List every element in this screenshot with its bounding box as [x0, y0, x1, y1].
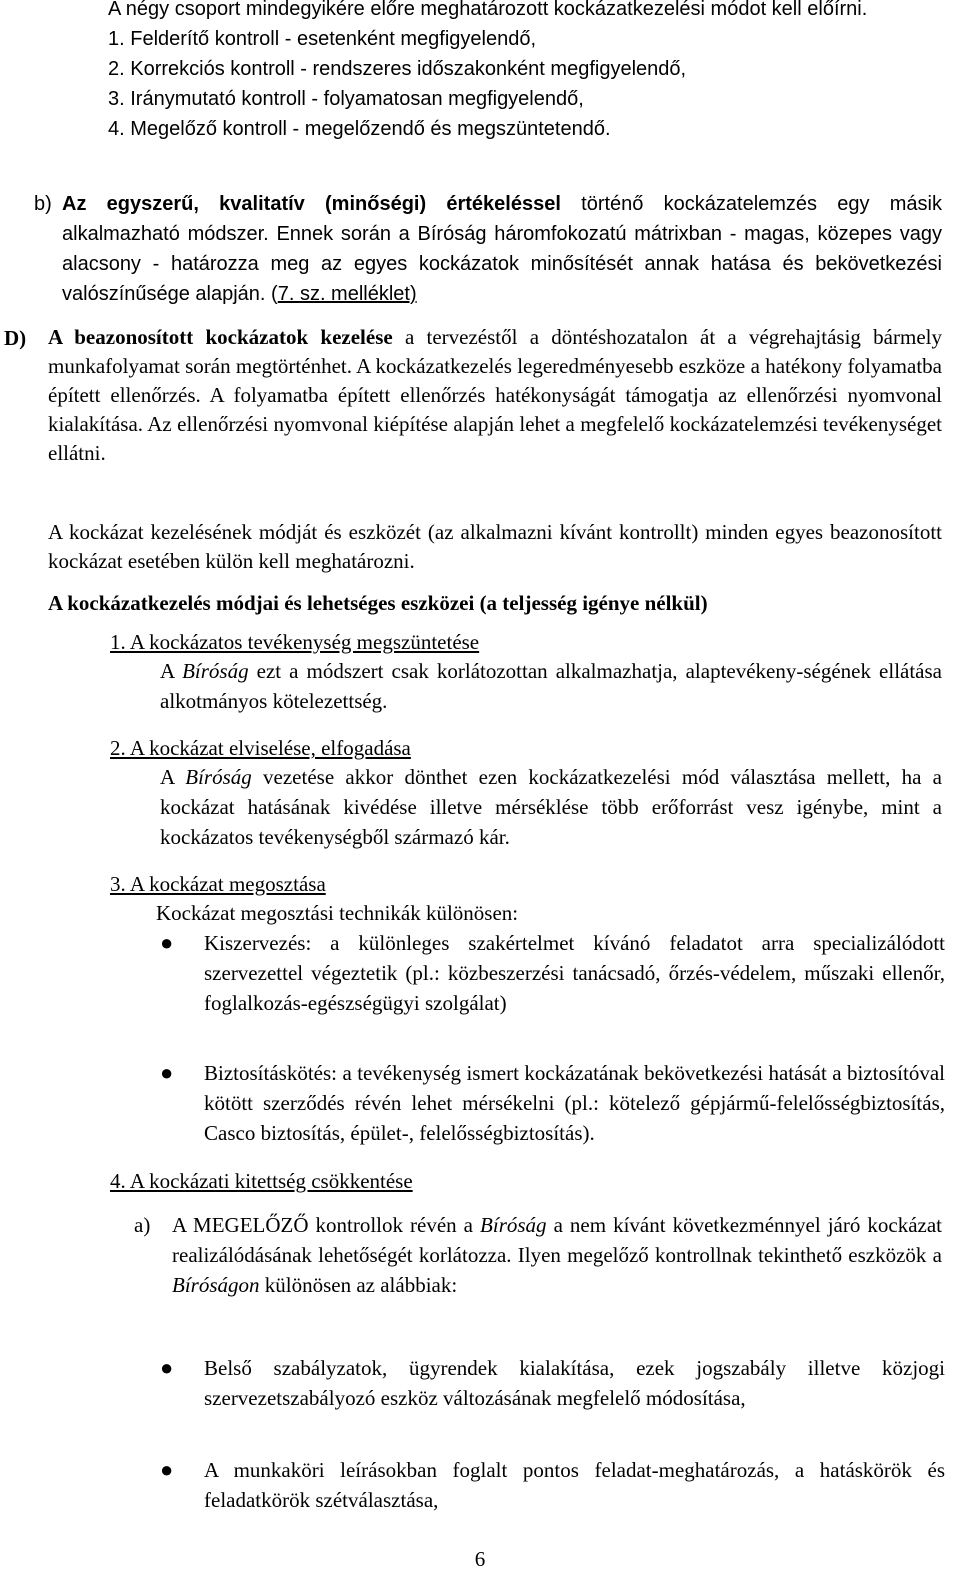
list-item — [160, 1455, 945, 1515]
control-item: 1. Felderítő kontroll - esetenként megfigyelendő, — [108, 28, 537, 50]
section-b-bold-lead: Az egyszerű, kvalitatív (minőségi) értékeléssel — [62, 193, 561, 215]
method-2-text-post: vezetése akkor dönthet ezen kockázatkezelési mód választása mellett, ha a kockázat hatásának kivédése illetve mérséklése több erőforrást vesz igénybe, mint a kockázatos tevékenységből származó kár. — [160, 765, 943, 849]
method-1-title: 1. A kockázatos tevékenység megszüntetése — [110, 630, 480, 654]
bullet-icon: ● — [160, 930, 174, 955]
section-d-text: a tervezéstől a döntéshozatalon át a végrehajtásig bármely munkafolyamat során megtörténhet. A kockázatkezelés legeredményesebb eszköze a hatékony folyamatba épített ellenőrzés. A folyamatba épített ellenőrzés hatékonyságát támogatja az ellenőrzési nyomvonal kialakítása. Az ellenőrzési nyomvonal kiépítése alapján lehet a megfelelő kockázatelemzési tevékenységet ellátni. — [48, 325, 942, 465]
bullet-icon: ● — [160, 1355, 174, 1380]
method-2-text — [160, 762, 942, 852]
section-a-intro: A négy csoport mindegyikére előre meghatározott kockázatkezelési módot kell előírni. — [108, 0, 868, 20]
section-b-text: történő kockázatelemzés egy másik alkalmazható módszer. Ennek során a Bíróság háromfokozatú mátrixban - magas, közepes vagy alacsony - határozza meg az egyes kockázatok minősítését annak hatása és bekövetkezési valószínűsége alapján. ( — [62, 193, 942, 305]
method-4-text-mid: a nem kívánt következménnyel járó kockázat realizálódásának lehetőségét korlátozza. Ilyen megelőző kontrollnak tekinthető eszközök a — [172, 1213, 942, 1267]
method-2-title: 2. A kockázat elviselése, elfogadása — [110, 736, 411, 760]
section-d-bold-lead: A beazonosított kockázatok kezelése — [48, 325, 393, 349]
bullet-text: Kiszervezés: a különleges szakértelmet kívánó feladatot arra specializálódott szervezettel végeztetik (pl.: közbeszerzési tanácsadó, őrzés-védelem, műszaki ellenőr, foglalkozás-egészségügyi szolgálat) — [204, 931, 945, 1015]
method-2-text-pre: A — [160, 765, 186, 789]
method-3-title: 3. A kockázat megosztása — [110, 872, 326, 896]
method-4-text-pre: A MEGELŐZŐ kontrollok révén a — [172, 1213, 481, 1237]
bullet-text: Belső szabályzatok, ügyrendek kialakítása, ezek jogszabály illetve közjogi szervezetszabályozó eszköz változásának megfelelő módosítása, — [204, 1356, 945, 1410]
annex-reference-link[interactable]: 7. sz. melléklet) — [277, 283, 417, 305]
list-item — [160, 1353, 945, 1413]
bullet-icon: ● — [160, 1060, 174, 1085]
section-b-label: b) — [34, 193, 52, 215]
method-1-text — [160, 656, 942, 716]
list-item — [160, 928, 945, 1018]
method-4-sub-label: a) — [134, 1213, 151, 1237]
bullet-text: A munkaköri leírásokban foglalt pontos feladat-meghatározás, a hatáskörök és feladatkörök szétválasztása, — [204, 1458, 945, 1512]
methods-heading: A kockázatkezelés módjai és lehetséges eszközei (a teljesség igénye nélkül) — [48, 591, 708, 615]
court-term: Bíróságon — [172, 1273, 260, 1297]
method-4-text-post: különösen az alábbiak: — [259, 1273, 458, 1297]
section-a-tail — [108, 0, 908, 144]
control-item: 3. Iránymutató kontroll - folyamatosan megfigyelendő, — [108, 88, 584, 110]
control-item: 4. Megelőző kontroll - megelőzendő és megszüntetendő. — [108, 118, 611, 140]
mode-paragraph: A kockázat kezelésének módját és eszközét (az alkalmazni kívánt kontrollt) minden egyes beazonosított kockázat esetében külön kell meghatározni. — [48, 520, 942, 573]
page-number: 6 — [474, 1547, 486, 1571]
method-1-text-pre: A — [160, 659, 183, 683]
court-term: Bíróság — [182, 659, 249, 683]
section-b-paragraph — [62, 189, 942, 309]
control-item: 2. Korrekciós kontroll - rendszeres időszakonként megfigyelendő, — [108, 58, 687, 80]
method-4-title: 4. A kockázati kitettség csökkentése — [110, 1169, 413, 1193]
section-d-label: D) — [4, 326, 27, 350]
court-term: Bíróság — [480, 1213, 547, 1237]
bullet-text: Biztosításkötés: a tevékenység ismert kockázatának bekövetkezési hatását a biztosítóval kötött szerződés révén lehet mérsékelni (pl.: kötelező gépjármű-felelősségbiztosítás, Casco biztosítás, épület-, felelősségbiztosítás). — [204, 1061, 945, 1145]
court-term: Bíróság — [185, 765, 252, 789]
section-d-paragraph — [48, 323, 942, 468]
method-3-lead: Kockázat megosztási technikák különösen: — [156, 901, 519, 925]
method-4-sub-paragraph — [172, 1210, 942, 1300]
list-item — [160, 1058, 945, 1148]
method-1-text-post: ezt a módszert csak korlátozottan alkalmazhatja, alaptevékeny-ségének ellátása alkotmányos kötelezettség. — [160, 659, 942, 713]
bullet-icon: ● — [160, 1457, 174, 1482]
